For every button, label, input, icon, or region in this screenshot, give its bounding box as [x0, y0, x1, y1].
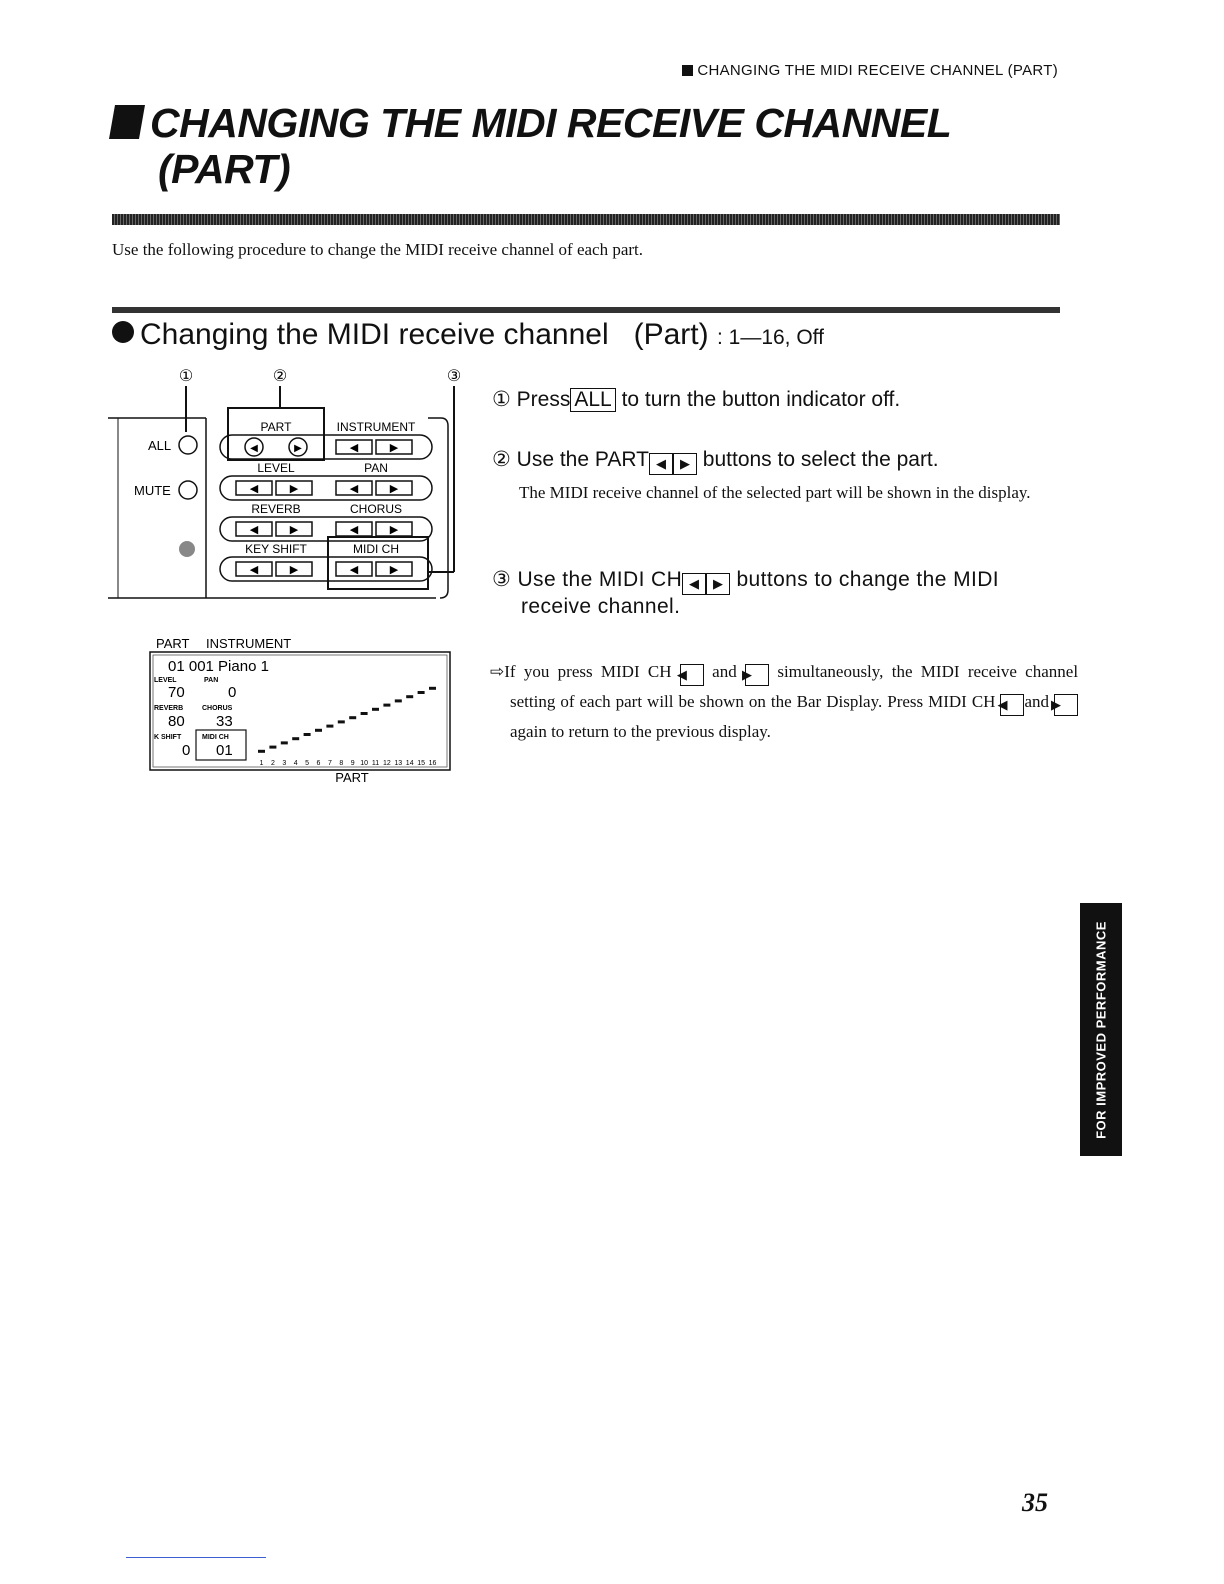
- left-arrow-icon: ◀: [249, 564, 259, 576]
- bar-axis-tick: 5: [305, 760, 310, 767]
- bar-axis-tick: 11: [371, 760, 380, 767]
- running-header: CHANGING THE MIDI RECEIVE CHANNEL (PART): [682, 62, 1058, 79]
- step-number: ①: [492, 388, 511, 411]
- left-arrow-icon: ◀: [349, 483, 359, 495]
- step-3: ③ Use the MIDI CH ◀ ▶ buttons to change the MIDI receive channel.: [492, 568, 999, 618]
- footer-line: [126, 1557, 266, 1558]
- left-arrow-icon: ◀: [649, 453, 673, 475]
- bar-mark: [361, 712, 368, 715]
- right-arrow-icon: ▶: [1054, 694, 1078, 716]
- left-arrow-icon: ◀: [682, 573, 706, 595]
- note-text: ⇨If you press MIDI CH ◀ and ▶ simultaneously, the MIDI receive channel setting of each part will be shown on the Bar Display. Press MIDI CH ◀ and ▶again to return to the previous display.: [490, 662, 1079, 741]
- key-shift-label: KEY SHIFT: [245, 542, 307, 556]
- bar-mark: [349, 716, 356, 719]
- left-arrow-icon: ◀: [249, 524, 259, 536]
- bar-axis-tick: 3: [282, 760, 287, 767]
- display-midich-value: 01: [216, 742, 233, 759]
- right-arrow-icon: ▶: [745, 664, 769, 686]
- lcd-display-illustration: [146, 634, 456, 790]
- right-arrow-icon: ▶: [389, 483, 399, 495]
- display-line1: 01 001 Piano 1: [168, 658, 269, 675]
- bar-axis-tick: 4: [293, 760, 298, 767]
- display-instrument-header: INSTRUMENT: [206, 636, 292, 651]
- bar-mark: [326, 725, 333, 728]
- bar-axis: [260, 760, 437, 767]
- square-bullet-icon: [682, 65, 693, 76]
- bar-mark: [258, 750, 265, 753]
- left-arrow-icon: ◀: [1000, 694, 1024, 716]
- left-arrow-icon: ◀: [349, 442, 359, 454]
- instrument-label: INSTRUMENT: [336, 420, 416, 434]
- side-tab: FOR IMPROVED PERFORMANCE: [1080, 903, 1122, 1156]
- left-arrow-icon: ◀: [249, 483, 259, 495]
- dial-icon: [179, 541, 195, 557]
- right-arrow-icon: ▶: [389, 524, 399, 536]
- bar-axis-label: PART: [335, 770, 369, 785]
- right-arrow-icon: ▶: [289, 564, 299, 576]
- bar-mark: [269, 746, 276, 749]
- bar-axis-tick: 9: [350, 760, 355, 767]
- bar-axis-tick: 8: [339, 760, 344, 767]
- step-1: ① Press ALL to turn the button indicator off.: [492, 388, 901, 411]
- bar-mark: [292, 737, 299, 740]
- right-arrow-icon: ▶: [389, 442, 399, 454]
- midi-ch-label: MIDI CH: [353, 542, 399, 556]
- step-number: ③: [492, 568, 512, 591]
- all-label: ALL: [148, 438, 172, 453]
- divider: [112, 307, 1060, 313]
- left-arrow-icon: ◀: [349, 564, 359, 576]
- title-block-icon: [109, 105, 145, 139]
- step-number: ②: [492, 448, 511, 471]
- bar-axis-tick: 13: [394, 760, 403, 767]
- bar-axis-tick: 6: [316, 760, 321, 767]
- bar-mark: [372, 708, 379, 711]
- control-panel-illustration: [106, 362, 476, 602]
- intro-text: Use the following procedure to change the MIDI receive channel of each part.: [112, 240, 644, 259]
- bar-display: [258, 687, 436, 753]
- right-arrow-icon: ▶: [289, 483, 299, 495]
- display-kshift-label: K SHIFT: [154, 734, 182, 741]
- display-chorus-value: 33: [216, 713, 233, 730]
- page-number: 35: [1022, 1488, 1048, 1517]
- bar-axis-tick: 12: [383, 760, 391, 767]
- right-arrow-icon: ▶: [289, 524, 299, 536]
- bar-mark: [383, 704, 390, 707]
- right-arrow-icon: ▶: [706, 573, 730, 595]
- bar-mark: [304, 733, 311, 736]
- right-arrow-icon: ▶: [673, 453, 697, 475]
- section-heading: Changing the MIDI receive channel (Part) : 1—16, Off: [112, 318, 824, 352]
- bar-mark: [338, 720, 345, 723]
- step-2-description: The MIDI receive channel of the selected part will be shown in the display.: [519, 483, 1031, 502]
- display-pan-label: PAN: [204, 677, 219, 684]
- bar-axis-tick: 14: [405, 760, 414, 767]
- display-pan-value: 0: [228, 684, 237, 701]
- display-part-header: PART: [156, 636, 190, 651]
- display-chorus-label: CHORUS: [202, 705, 233, 712]
- bar-mark: [315, 729, 322, 732]
- bar-axis-tick: 1: [259, 760, 264, 767]
- callout-1: ①: [178, 368, 194, 385]
- bullet-icon: [112, 321, 134, 343]
- level-label: LEVEL: [257, 461, 295, 475]
- right-arrow-icon: ▶: [389, 564, 399, 576]
- bar-mark: [418, 691, 425, 694]
- divider: [112, 214, 1060, 225]
- all-indicator-icon: [179, 436, 197, 454]
- display-reverb-label: REVERB: [154, 705, 184, 712]
- callout-3: ③: [446, 368, 462, 385]
- bar-mark: [429, 687, 436, 690]
- bar-mark: [406, 695, 413, 698]
- all-button: ALL: [570, 388, 615, 412]
- step-2: ② Use the PART ◀ ▶ buttons to select the part.: [492, 447, 939, 475]
- page-title-line2: (PART): [158, 146, 291, 192]
- left-arrow-icon: ◀: [680, 664, 704, 686]
- bar-axis-tick: 7: [327, 760, 332, 767]
- callout-2: ②: [272, 368, 288, 385]
- part-label: PART: [260, 420, 292, 434]
- display-kshift-value: 0: [182, 742, 191, 759]
- mute-label: MUTE: [134, 483, 171, 498]
- right-arrow-icon: ▶: [294, 443, 302, 454]
- reverb-label: REVERB: [251, 502, 301, 516]
- left-arrow-icon: ◀: [349, 524, 359, 536]
- bar-mark: [281, 741, 288, 744]
- chorus-label: CHORUS: [349, 502, 403, 516]
- bar-axis-tick: 10: [360, 760, 368, 767]
- bar-axis-tick: 15: [417, 760, 425, 767]
- mute-indicator-icon: [179, 481, 197, 499]
- display-level-label: LEVEL: [154, 677, 177, 684]
- left-arrow-icon: ◀: [250, 443, 258, 454]
- display-level-value: 70: [168, 684, 185, 701]
- bar-mark: [395, 699, 402, 702]
- section-range: : 1—16, Off: [716, 326, 824, 349]
- page-title: CHANGING THE MIDI RECEIVE CHANNEL (PART): [112, 100, 1052, 192]
- bar-axis-tick: 16: [428, 760, 437, 767]
- pan-label: PAN: [364, 461, 388, 475]
- bar-axis-tick: 2: [270, 760, 275, 767]
- display-midich-label: MIDI CH: [202, 734, 229, 741]
- display-reverb-value: 80: [168, 713, 185, 730]
